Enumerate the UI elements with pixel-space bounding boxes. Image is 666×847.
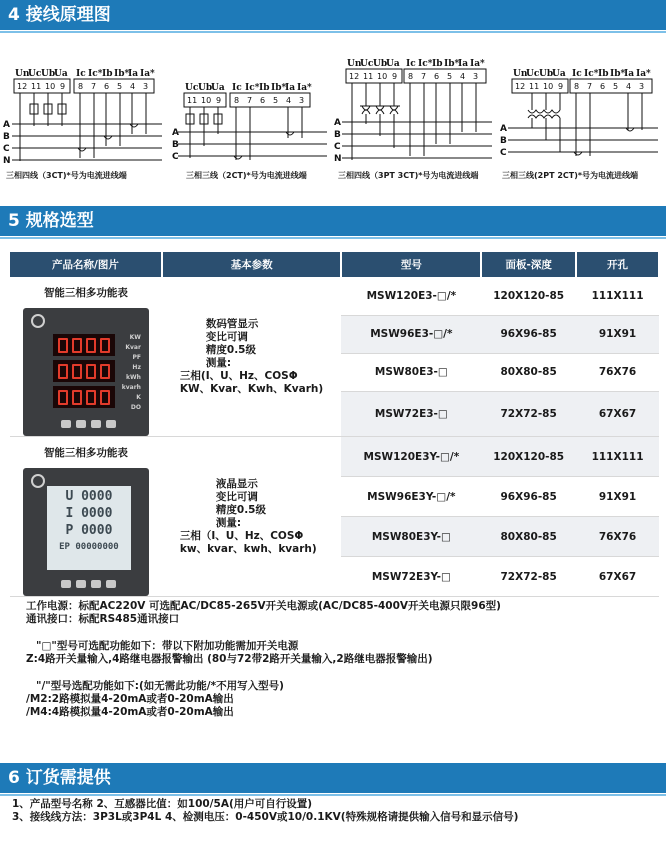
terminal-number: 6 bbox=[104, 82, 110, 91]
note-m2: /M2:2路模拟量4-20mA或者0-20mA输出 bbox=[26, 693, 234, 705]
terminal-label: Ub bbox=[373, 59, 388, 69]
table-row: MSW96E3Y-□/* 96X96-85 91X91 bbox=[10, 477, 659, 517]
terminal-number: 10 bbox=[45, 82, 56, 91]
meter-tag: Kvar bbox=[125, 344, 141, 351]
lcd-meter-image bbox=[23, 468, 149, 596]
terminal-number: 4 bbox=[130, 82, 136, 91]
terminal-label: Ua bbox=[386, 59, 400, 69]
terminal-number: 10 bbox=[201, 96, 212, 105]
terminal-label: Ib* bbox=[610, 69, 626, 79]
terminal-label: Ua bbox=[54, 69, 68, 79]
line-label: A bbox=[3, 120, 10, 130]
terminal-label: Ib bbox=[432, 59, 443, 69]
header-params: 基本参数 bbox=[162, 252, 342, 277]
led-display bbox=[53, 386, 115, 408]
product-cell bbox=[10, 277, 162, 437]
header-panel: 面板-深度 bbox=[481, 252, 576, 277]
terminal-label: Ic bbox=[76, 69, 86, 79]
terminal-number: 3 bbox=[473, 72, 479, 81]
terminal-label: Ib* bbox=[271, 83, 287, 93]
terminal-number: 5 bbox=[117, 82, 123, 91]
terminal-number: 8 bbox=[408, 72, 414, 81]
terminal-label: Ia bbox=[624, 69, 635, 79]
terminal-number: 7 bbox=[587, 82, 593, 91]
terminal-label: Ib bbox=[598, 69, 609, 79]
line-label: N bbox=[3, 156, 11, 166]
terminal-number: 11 bbox=[363, 72, 374, 81]
order-line: 1、产品型号名称 2、互感器比值：如100/5A(用户可自行设置) bbox=[12, 798, 313, 810]
terminal-number: 9 bbox=[392, 72, 398, 81]
terminal-number: 3 bbox=[639, 82, 645, 91]
meter-tag: K bbox=[136, 394, 141, 401]
terminal-number: 11 bbox=[187, 96, 198, 105]
meter-keys bbox=[61, 420, 116, 428]
note-slash-title: "/"型号选配功能如下:(如无需此功能/*不用写入型号) bbox=[36, 680, 284, 692]
terminal-label: Uc bbox=[360, 59, 374, 69]
meter-tag: KW bbox=[129, 334, 141, 341]
table-row: MSW80E3-□ 80X80-85 76X76 bbox=[10, 353, 659, 391]
line-label: B bbox=[172, 140, 179, 150]
terminal-label: Ic* bbox=[584, 69, 599, 79]
terminal-label: Ib* bbox=[114, 69, 130, 79]
line-label: C bbox=[172, 152, 179, 162]
wiring-caption: 三相三线（2CT)*号为电流进线端 bbox=[186, 171, 307, 180]
wiring-caption: 三相四线（3CT)*号为电流进线端 bbox=[6, 171, 127, 180]
wiring-diagram-3p3l-2pt-2ct bbox=[500, 66, 660, 166]
wiring-caption: 三相三线(2PT 2CT)*号为电流进线端 bbox=[502, 171, 639, 180]
terminal-label: Ib bbox=[102, 69, 113, 79]
terminal-number: 10 bbox=[377, 72, 388, 81]
terminal-number: 7 bbox=[247, 96, 253, 105]
terminal-label: Ia bbox=[458, 59, 469, 69]
note-option-title: "□"型号可选配功能如下：带以下附加功能需加开关电源 bbox=[36, 640, 299, 652]
terminal-number: 6 bbox=[260, 96, 266, 105]
note-option-z: Z:4路开关量输入,4路继电器报警输出 (80与72带2路开关量输入,2路继电器报警输出) bbox=[26, 653, 433, 665]
terminal-label: Ia* bbox=[470, 59, 485, 69]
product-name: 智能三相多功能表 bbox=[43, 287, 128, 299]
terminal-label: Ia* bbox=[636, 69, 651, 79]
line-label: A bbox=[334, 118, 341, 128]
section-banner-spec: 5 规格选型 bbox=[0, 206, 666, 236]
terminal-number: 8 bbox=[574, 82, 580, 91]
terminal-label: Ib* bbox=[444, 59, 460, 69]
terminal-label: Ua bbox=[211, 83, 225, 93]
wiring-diagram-3p4l-3ct bbox=[2, 66, 167, 166]
terminal-label: Un bbox=[15, 69, 30, 79]
section-banner-wiring: 4 接线原理图 bbox=[0, 0, 666, 30]
line-label: B bbox=[500, 136, 507, 146]
lcd-display: U 0000 I 0000 P 0000 EP 00000000 bbox=[47, 486, 131, 570]
terminal-label: Uc bbox=[28, 69, 42, 79]
brand-logo-icon bbox=[31, 474, 45, 488]
terminal-number: 7 bbox=[421, 72, 427, 81]
terminal-label: Ub bbox=[539, 69, 554, 79]
terminal-number: 10 bbox=[543, 82, 554, 91]
terminal-label: Ia* bbox=[140, 69, 155, 79]
terminal-number: 4 bbox=[286, 96, 292, 105]
terminal-label: Ic bbox=[572, 69, 582, 79]
terminal-number: 4 bbox=[626, 82, 632, 91]
led-meter-image bbox=[23, 308, 149, 436]
line-label: C bbox=[3, 144, 10, 154]
product-cell bbox=[10, 437, 162, 597]
terminal-number: 6 bbox=[600, 82, 606, 91]
terminal-number: 6 bbox=[434, 72, 440, 81]
terminal-label: Ib bbox=[259, 83, 270, 93]
line-label: A bbox=[500, 124, 507, 134]
terminal-label: Un bbox=[513, 69, 528, 79]
wiring-diagram-3p3l-2ct bbox=[172, 80, 332, 168]
table-row: 智能三相多功能表 U 0000 I 0000 P 0000 EP 00000000 液晶显示 变比可调 精度0.5级 测量: 三相（I、U、Hz、COSΦ kw、kvar、kwh、kvarh) MSW120E3Y-□/* 120X120-85 111X111 bbox=[10, 437, 659, 477]
line-label: N bbox=[334, 154, 342, 164]
brand-logo-icon bbox=[31, 314, 45, 328]
terminal-label: Ia* bbox=[297, 83, 312, 93]
params-cell: 数码管显示 变比可调 精度0.5级 测量: 三相(I、U、Hz、COSΦ KW、Kvar、Kwh、Kvarh) bbox=[162, 277, 342, 437]
meter-tag: Hz bbox=[132, 364, 141, 371]
terminal-label: Ic bbox=[406, 59, 416, 69]
terminal-label: Ua bbox=[552, 69, 566, 79]
led-display bbox=[53, 360, 115, 382]
terminal-label: Uc bbox=[185, 83, 199, 93]
note-m4: /M4:4路模拟量4-20mA或者0-20mA输出 bbox=[26, 706, 234, 718]
params-cell: 液晶显示 变比可调 精度0.5级 测量: 三相（I、U、Hz、COSΦ kw、kvar、kwh、kvarh) bbox=[162, 437, 342, 597]
section-banner-order: 6 订货需提供 bbox=[0, 763, 666, 793]
line-label: C bbox=[500, 148, 507, 158]
terminal-number: 9 bbox=[558, 82, 564, 91]
line-label: A bbox=[172, 128, 179, 138]
meter-tag: kWh bbox=[126, 374, 141, 381]
terminal-number: 9 bbox=[60, 82, 66, 91]
spec-notes bbox=[26, 600, 501, 719]
terminal-number: 5 bbox=[447, 72, 453, 81]
terminal-label: Uc bbox=[526, 69, 540, 79]
header-hole: 开孔 bbox=[576, 252, 659, 277]
terminal-number: 4 bbox=[460, 72, 466, 81]
led-display bbox=[53, 334, 115, 356]
meter-tag: PF bbox=[132, 354, 141, 361]
header-product: 产品名称/图片 bbox=[10, 252, 162, 277]
note-power: 工作电源：标配AC220V 可选配AC/DC85-265V开关电源或(AC/DC85-400V开关电源只限96型) bbox=[26, 600, 501, 612]
table-row: MSW72E3-□ 72X72-85 67X67 bbox=[10, 391, 659, 436]
terminal-number: 12 bbox=[17, 82, 28, 91]
terminal-number: 5 bbox=[613, 82, 619, 91]
table-row: MSW72E3Y-□ 72X72-85 67X67 bbox=[10, 557, 659, 597]
table-row: MSW96E3-□/* 96X96-85 91X91 bbox=[10, 315, 659, 353]
note-comm: 通讯接口：标配RS485通讯接口 bbox=[26, 613, 180, 625]
terminal-label: Ic* bbox=[88, 69, 103, 79]
terminal-label: Ub bbox=[198, 83, 213, 93]
terminal-number: 7 bbox=[91, 82, 97, 91]
line-label: B bbox=[3, 132, 10, 142]
terminal-number: 9 bbox=[216, 96, 222, 105]
line-label: B bbox=[334, 130, 341, 140]
order-line: 3、接线线方法：3P3L或3P4L 4、检测电压：0-450V或10/0.1KV(特殊规格请提供输入信号和显示信号) bbox=[12, 811, 519, 823]
terminal-number: 8 bbox=[78, 82, 84, 91]
wiring-caption: 三相四线（3PT 3CT)*号为电流进线端 bbox=[338, 171, 479, 180]
line-label: C bbox=[334, 142, 341, 152]
header-model: 型号 bbox=[341, 252, 481, 277]
terminal-number: 3 bbox=[143, 82, 149, 91]
wiring-diagram-3p4l-3pt-3ct bbox=[334, 56, 494, 166]
terminal-label: Ia bbox=[285, 83, 296, 93]
terminal-label: Ia bbox=[128, 69, 139, 79]
terminal-number: 3 bbox=[299, 96, 305, 105]
terminal-number: 12 bbox=[515, 82, 526, 91]
terminal-label: Ic* bbox=[418, 59, 433, 69]
terminal-label: Ic* bbox=[245, 83, 260, 93]
meter-keys bbox=[61, 580, 116, 588]
terminal-number: 11 bbox=[529, 82, 540, 91]
table-row: MSW80E3Y-□ 80X80-85 76X76 bbox=[10, 517, 659, 557]
terminal-number: 11 bbox=[31, 82, 42, 91]
terminal-label: Ub bbox=[41, 69, 56, 79]
meter-tag: DO bbox=[130, 404, 141, 411]
meter-tag: kvarh bbox=[121, 384, 141, 391]
terminal-number: 5 bbox=[273, 96, 279, 105]
product-name: 智能三相多功能表 bbox=[43, 447, 128, 459]
spec-table bbox=[10, 252, 660, 597]
terminal-label: Un bbox=[347, 59, 362, 69]
terminal-number: 8 bbox=[234, 96, 240, 105]
order-info bbox=[12, 798, 518, 824]
table-row: 智能三相多功能表 KW Kvar PF Hz kWh kvarh K DO 数码管显示 变比可调 精度0.5级 测量: 三相(I、U、Hz、COSΦ KW、Kvar、Kwh、Kvarh) MSW120E3-□/* 120X120-85 111X111 bbox=[10, 277, 659, 315]
terminal-number: 12 bbox=[349, 72, 360, 81]
terminal-label: Ic bbox=[232, 83, 242, 93]
